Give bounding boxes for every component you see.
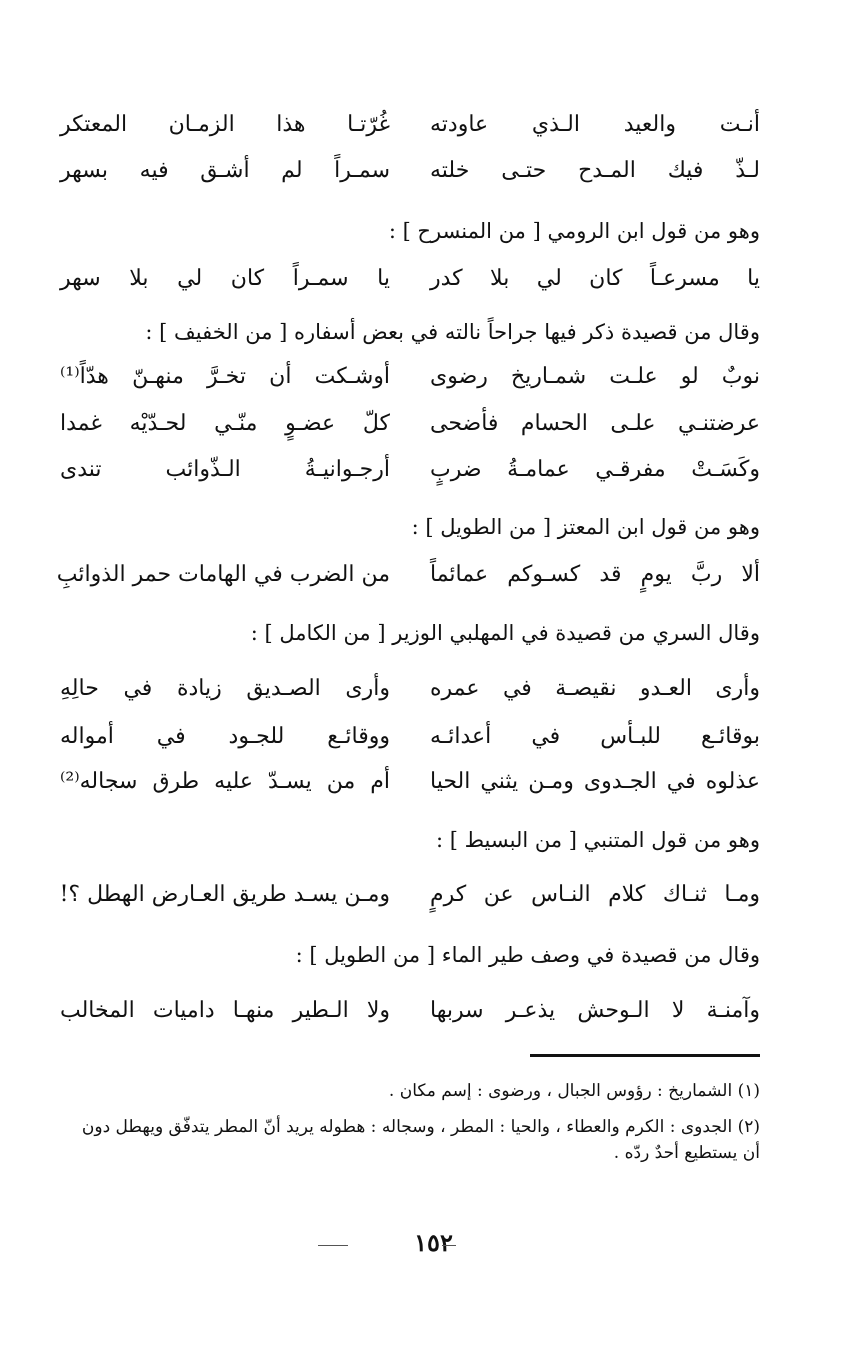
intro-line: وهو من قول ابن الرومي [ من المنسرح ] : xyxy=(388,219,760,243)
verse-line xyxy=(60,156,760,186)
intro-line: وهو من قول المتنبي [ من البسيط ] : xyxy=(435,828,760,852)
verse-second-hemistich: سمـراً لم أشـق فيه بسهر xyxy=(60,158,390,183)
verse-first-hemistich: يا مسرعـاً كان لي بلا كدر xyxy=(430,266,760,291)
verse-second-hemistich: كلّ عضـوٍ منّـي لحـدّيْه غمدا xyxy=(60,411,390,436)
verse-line xyxy=(60,409,760,439)
intro-line: وقال السري من قصيدة في المهلبي الوزير [ من الكامل ] : xyxy=(250,621,760,645)
verse-first-hemistich: أنـت والعيد الـذي عاودته xyxy=(430,112,760,137)
verse-second-hemistich: ووقائـع للجـود في أمواله xyxy=(60,724,390,749)
verse-first-hemistich: وكَسَـتْ مفرقـي عمامـةُ ضربٍ xyxy=(430,457,760,482)
verse-line xyxy=(60,674,760,704)
page-number-dash-right xyxy=(442,1245,456,1246)
verse-first-hemistich: وآمنـة لا الـوحش يذعـر سربها xyxy=(430,998,760,1023)
footnote-1: (١) الشماريخ : رؤوس الجبال ، ورضوى : إسم مكان . xyxy=(388,1081,760,1101)
verse-second-hemistich: أم من يسـدّ عليه طرق سجاله⁽²⁾ xyxy=(60,769,390,794)
footnote-separator xyxy=(530,1054,760,1057)
verse-second-hemistich: أوشـكت أن تخـرَّ منهـنّ هدّاً⁽¹⁾ xyxy=(60,364,390,389)
verse-second-hemistich: ولا الـطير منهـا داميات المخالب xyxy=(60,998,390,1023)
intro-line: وقال من قصيدة ذكر فيها جراحاً نالته في بعض أسفاره [ من الخفيف ] : xyxy=(145,320,760,344)
verse-first-hemistich: عذلوه في الجـدوى ومـن يثني الحيا xyxy=(430,769,760,794)
verse-first-hemistich: وأرى العـدو نقيصـة في عمره xyxy=(430,676,760,701)
verse-line xyxy=(60,110,760,140)
verse-first-hemistich: ألا ربَّ يومٍ قد كسـوكم عمائماً xyxy=(430,562,760,587)
verse-line xyxy=(60,362,760,392)
verse-second-hemistich: وأرى الصـديق زيادة في حالِهِ xyxy=(60,676,390,701)
verse-first-hemistich: نوبٌ لو علـت شمـاريخ رضوى xyxy=(430,364,760,389)
verse-second-hemistich: ومـن يسـد طريق العـارض الهطل ؟! xyxy=(59,882,390,907)
verse-second-hemistich: غُرّتـا هذا الزمـان المعتكر xyxy=(60,112,390,137)
verse-line xyxy=(60,264,760,294)
verse-line xyxy=(60,767,760,797)
verse-line xyxy=(60,455,760,485)
verse-line xyxy=(60,880,760,910)
footnote-2: (٢) الجدوى : الكرم والعطاء ، والحيا : المطر ، وسجاله : هطوله يريد أنّ المطر يتدفّق ويهطل دون أن يستطيع أحدٌ ردّه . xyxy=(81,1117,760,1163)
page-number: ١٥٢ xyxy=(414,1228,453,1257)
verse-second-hemistich: أرجـوانيـةُ الـذّوائب تندى xyxy=(60,457,390,482)
verse-first-hemistich: عرضتنـي علـى الحسام فأضحى xyxy=(430,411,760,436)
verse-line xyxy=(60,722,760,752)
verse-second-hemistich: من الضرب في الهامات حمر الذوائبِ xyxy=(56,562,390,587)
intro-line: وهو من قول ابن المعتز [ من الطويل ] : xyxy=(411,515,760,539)
verse-first-hemistich: لـذّ فيك المـدح حتـى خلته xyxy=(430,158,760,183)
verse-line xyxy=(56,560,760,590)
verse-first-hemistich: بوقائـع للبـأس في أعدائـه xyxy=(430,724,760,749)
intro-line: وقال من قصيدة في وصف طير الماء [ من الطويل ] : xyxy=(295,943,760,967)
verse-first-hemistich: ومـا ثنـاك كلام النـاس عن كرمٍ xyxy=(430,882,760,907)
verse-second-hemistich: يا سمـراً كان لي بلا سهر xyxy=(60,266,390,291)
verse-line xyxy=(60,996,760,1026)
